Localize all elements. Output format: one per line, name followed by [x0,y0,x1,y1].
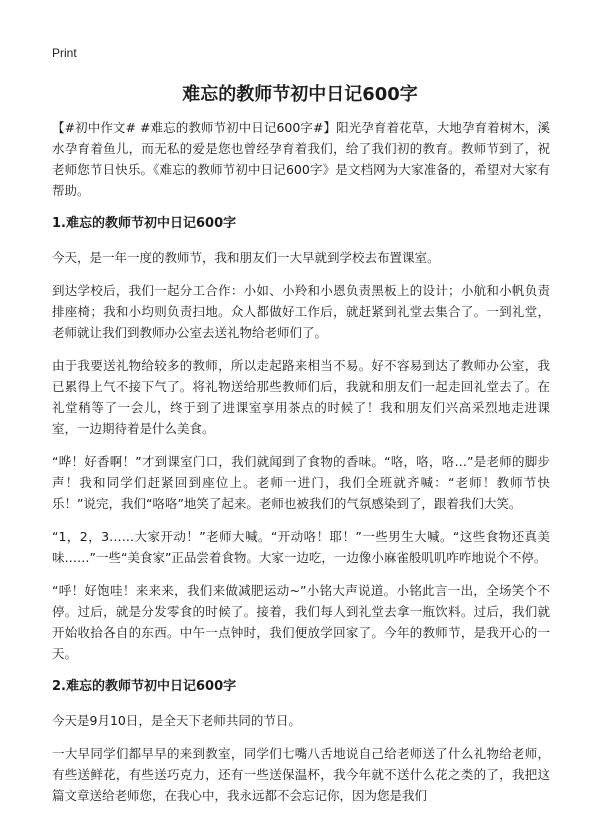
paragraph: “1，2，3……大家开动！”老师大喊。“开动咯！耶！”一些男生大喊。“这些食物还真美味……”一些“美食家”正品尝着食物。大家一边吃，一边像小麻雀般叽叽咋咋地说个不停。 [52,529,550,565]
paragraph: 今天，是一年一度的教师节，我和朋友们一大早就到学校去布置课室。 [52,250,440,265]
intro-paragraph: 【#初中作文# #难忘的教师节初中日记600字#】阳光孕育着花草，大地孕育着树木，溪水孕育着鱼儿，而无私的爱是您也曾经孕育着我们，给了我们初的教育。教师节到了，祝老师您节日快乐。《难忘的教师节初中日记600字》是文档网为大家准备的，希望对大家有帮助。 [52,120,550,198]
article-body [52,117,550,818]
paragraph: 由于我要送礼物给较多的教师，所以走起路来相当不易。好不容易到达了教师办公室，我已累得上气不接下气了。将礼物送给那些教师们后，我就和朋友们一起走回礼堂去了。在礼堂稍等了一会儿，终于到了进课室享用茶点的时候了！我和朋友们兴高采烈地走进课室，一边期待着是什么美食。 [52,358,550,436]
paragraph: 到达学校后，我们一起分工合作：小如、小羚和小恩负责黑板上的设计；小航和小帆负责排座椅；我和小均则负责扫地。众人都做好工作后，就赶紧到礼堂去集合了。一到礼堂，老师就让我们到教师办公室去送礼物给老师们了。 [52,283,550,340]
section-heading: 1.难忘的教师节初中日记600字 [52,216,237,231]
paragraph: “哗！好香啊！”才到课室门口，我们就闻到了食物的香味。“咯，咯，咯…”是老师的脚步声！我和同学们赶紧回到座位上。老师一进门，我们全班就齐喊：“老师！教师节快乐！”说完，我们“咯咯”地笑了起来。老师也被我们的气氛感染到了，跟着我们大笑。 [52,454,550,511]
paragraph: 今天是9月10日，是全天下老师共同的节日。 [52,713,301,728]
section-heading: 2.难忘的教师节初中日记600字 [52,679,237,694]
page-title: 难忘的教师节初中日记600字 [182,84,418,105]
print-link[interactable]: Print [52,46,77,60]
paragraph: “呼！好饱哇！来来来，我们来做减肥运动~”小铭大声说道。小铭此言一出，全场笑个不停。过后，就是分发零食的时候了。接着，我们每人到礼堂去拿一瓶饮料。过后，我们就开始收拾各自的东西。中午一点钟时，我们便放学回家了。今年的教师节，是我开心的一天。 [52,583,550,661]
paragraph: 一大早同学们都早早的来到教室，同学们七嘴八舌地说自己给老师送了什么礼物给老师，有些送鲜花，有些送巧克力，还有一些送保温杯，我今年就不送什么花之类的了，我把这篇文章送给老师您，在我心中，我永远都不会忘记你，因为您是我们 [52,746,550,803]
